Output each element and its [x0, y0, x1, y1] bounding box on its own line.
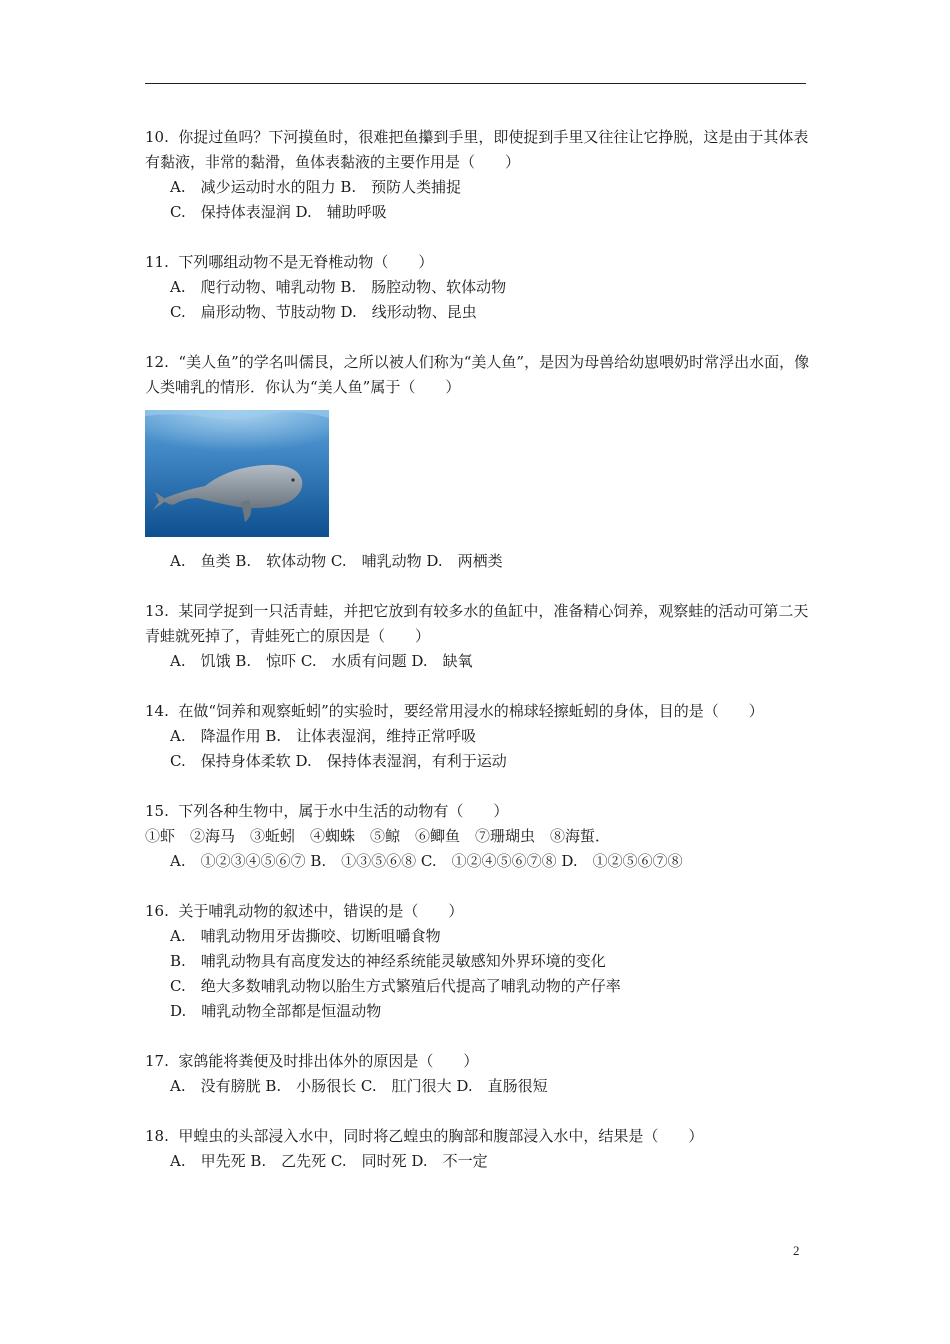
question-number: 16. [145, 902, 169, 920]
question-stem [145, 1049, 810, 1074]
option-line: A. 没有膀胱 B. 小肠很长 C. 肛门很大 D. 直肠很短 [170, 1077, 548, 1095]
option-line: C. 绝大多数哺乳动物以胎生方式繁殖后代提高了哺乳动物的产仔率 [170, 977, 621, 995]
option-line: A. 鱼类 B. 软体动物 C. 哺乳动物 D. 两栖类 [170, 552, 503, 570]
option-line: C. 扁形动物、节肢动物 D. 线形动物、昆虫 [170, 303, 477, 321]
option-line: A. 哺乳动物用牙齿撕咬、切断咀嚼食物 [170, 927, 441, 945]
page-number: 2 [793, 1243, 800, 1258]
option-line: C. 保持体表湿润 D. 辅助呼吸 [170, 203, 387, 221]
question-number: 15. [145, 802, 169, 820]
question-10 [145, 125, 810, 225]
question-text: 下列哪组动物不是无脊椎动物（ ） [178, 253, 434, 271]
question-stem [145, 1124, 810, 1149]
question-stem [145, 599, 810, 649]
question-stem [145, 799, 810, 824]
question-text: “美人鱼”的学名叫儒艮，之所以被人们称为“美人鱼”，是因为母兽给幼崽喂奶时常浮出水面，像人类哺乳的情形．你认为“美人鱼”属于（ ） [145, 353, 810, 396]
question-12 [145, 350, 810, 574]
dugong-photo [145, 410, 329, 537]
option-line: A. 饥饿 B. 惊吓 C. 水质有问题 D. 缺氧 [170, 652, 473, 670]
question-text: 某同学捉到一只活青蛙，并把它放到有较多水的鱼缸中，准备精心饲养，观察蛙的活动可第二天青蛙就死掉了，青蛙死亡的原因是（ ） [145, 602, 809, 645]
option-line: D. 哺乳动物全部都是恒温动物 [170, 1002, 382, 1020]
question-stem [145, 250, 810, 275]
question-number: 11. [145, 253, 169, 271]
option-line: A. 降温作用 B. 让体表湿润，维持正常呼吸 [170, 727, 477, 745]
question-18 [145, 1124, 810, 1174]
question-11 [145, 250, 810, 325]
header-rule [145, 83, 806, 84]
question-number: 10. [145, 128, 169, 146]
question-text: 关于哺乳动物的叙述中，错误的是（ ） [178, 902, 464, 920]
question-text: 甲蝗虫的头部浸入水中，同时将乙蝗虫的胸部和腹部浸入水中，结果是（ ） [178, 1127, 704, 1145]
question-16 [145, 899, 810, 1024]
question-stem [145, 125, 810, 175]
question-number: 13. [145, 602, 169, 620]
option-line: A. 爬行动物、哺乳动物 B. 肠腔动物、软体动物 [170, 278, 507, 296]
option-line: B. 哺乳动物具有高度发达的神经系统能灵敏感知外界环境的变化 [170, 952, 606, 970]
question-list [145, 125, 810, 1199]
option-line: C. 保持身体柔软 D. 保持体表湿润，有利于运动 [170, 752, 507, 770]
organism-list: ①虾 ②海马 ③蚯蚓 ④蜘蛛 ⑤鲸 ⑥鲫鱼 ⑦珊瑚虫 ⑧海蜇． [145, 827, 611, 845]
question-14 [145, 699, 810, 774]
question-stem [145, 350, 810, 400]
question-17 [145, 1049, 810, 1099]
option-line: A. 减少运动时水的阻力 B. 预防人类捕捉 [170, 178, 462, 196]
question-text: 家鸽能将粪便及时排出体外的原因是（ ） [178, 1052, 479, 1070]
question-13 [145, 599, 810, 674]
dugong-illustration [145, 410, 329, 537]
question-text: 你捉过鱼吗？下河摸鱼时，很难把鱼攥到手里，即使捉到手里又往往让它挣脱，这是由于其体表有黏液，非常的黏滑，鱼体表黏液的主要作用是（ ） [145, 128, 809, 171]
question-number: 17. [145, 1052, 169, 1070]
question-15 [145, 799, 810, 874]
option-line: A. 甲先死 B. 乙先死 C. 同时死 D. 不一定 [170, 1152, 488, 1170]
question-number: 14. [145, 702, 169, 720]
question-stem [145, 899, 810, 924]
question-number: 18. [145, 1127, 169, 1145]
question-text: 在做“饲养和观察蚯蚓”的实验时，要经常用浸水的棉球轻擦蚯蚓的身体，目的是（ ） [178, 702, 764, 720]
question-stem [145, 699, 810, 724]
question-number: 12. [145, 353, 169, 371]
option-line: A. ①②③④⑤⑥⑦ B. ①③⑤⑥⑧ C. ①②④⑤⑥⑦⑧ D. ①②⑤⑥⑦⑧ [170, 852, 683, 870]
question-text: 下列各种生物中，属于水中生活的动物有（ ） [178, 802, 509, 820]
